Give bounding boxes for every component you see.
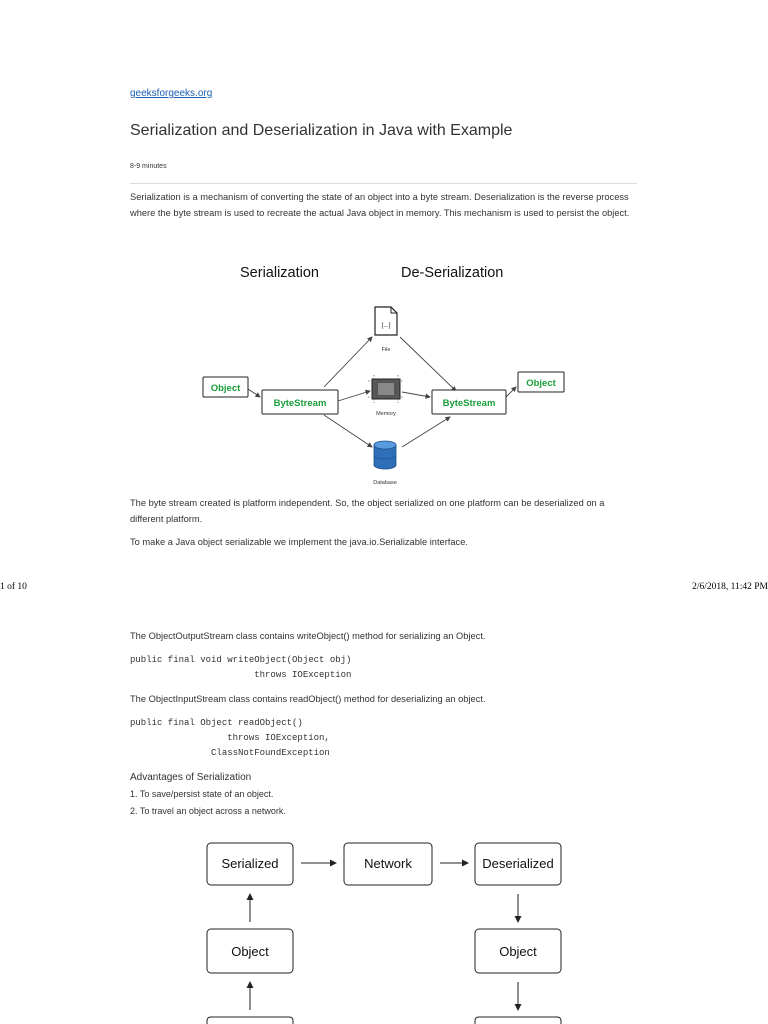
bottom-right-box-partial	[475, 1017, 561, 1024]
database-icon	[374, 441, 396, 469]
arrow-bytestream-to-database	[324, 415, 372, 447]
oos-text: The ObjectOutputStream class contains writeObject() method for serializing an Object.	[130, 631, 486, 641]
object-right-label: Object	[526, 378, 556, 389]
interface-paragraph: To make a Java object serializable we implement the java.io.Serializable interface.	[130, 537, 468, 547]
advantage-item-2: 2. To travel an object across a network.	[130, 806, 286, 816]
network-label: Network	[364, 856, 412, 871]
serialized-label: Serialized	[221, 856, 279, 871]
arrow-file-to-bytestream	[400, 337, 456, 391]
code-writeobject: public final void writeObject(Object obj) throws IOException	[130, 655, 352, 680]
page-number: 1 of 10	[0, 582, 27, 592]
page-title: Serialization and Deserialization in Java with Example	[130, 122, 513, 139]
arrow-bytestream-to-memory	[338, 391, 370, 401]
file-glyph: [...]	[381, 322, 391, 329]
advantage-item-1: 1. To save/persist state of an object.	[130, 789, 274, 799]
deserialization-heading: De-Serialization	[401, 265, 504, 281]
database-label: Database	[373, 480, 397, 486]
print-datetime: 2/6/2018, 11:42 PM	[692, 582, 768, 592]
advantages-title: Advantages of Serialization	[130, 772, 252, 783]
object-left-label: Object	[210, 383, 241, 394]
bytestream-left-label: ByteStream	[273, 398, 327, 409]
platform-paragraph: The byte stream created is platform independent. So, the object serialized on one platform can be deserialized on a different platform.	[130, 498, 605, 524]
intro-paragraph: Serialization is a mechanism of converting the state of an object into a byte stream. Deserialization is the reverse process where the byte stream is used to recreate the actual Java object in memory. This mechanism is used to persist the object.	[130, 192, 630, 218]
bottom-left-box-partial	[207, 1017, 293, 1024]
source-link[interactable]: geeksforgeeks.org	[130, 88, 213, 99]
object-right-label: Object	[499, 944, 537, 959]
serialization-heading: Serialization	[240, 265, 319, 281]
arrow-database-to-bytestream	[402, 417, 450, 447]
file-label: File	[381, 347, 391, 353]
file-icon	[375, 307, 397, 335]
serialization-diagram	[190, 255, 570, 495]
arrow-object-to-bytestream	[248, 389, 260, 397]
object-left-label: Object	[231, 944, 269, 959]
advantages-flow-diagram	[200, 836, 570, 1024]
memory-label: Memory	[376, 411, 396, 417]
arrow-bytestream-to-object	[506, 387, 516, 397]
divider	[130, 183, 637, 184]
arrow-memory-to-bytestream	[402, 392, 430, 397]
deserialized-label: Deserialized	[482, 856, 554, 871]
code-readobject: public final Object readObject() throws IOException, ClassNotFoundException	[130, 718, 330, 758]
memory-chip-icon	[368, 375, 404, 403]
arrow-bytestream-to-file	[324, 337, 372, 387]
ois-text: The ObjectInputStream class contains readObject() method for deserializing an object.	[130, 694, 486, 704]
read-time: 8-9 minutes	[130, 163, 167, 170]
bytestream-right-label: ByteStream	[442, 398, 496, 409]
